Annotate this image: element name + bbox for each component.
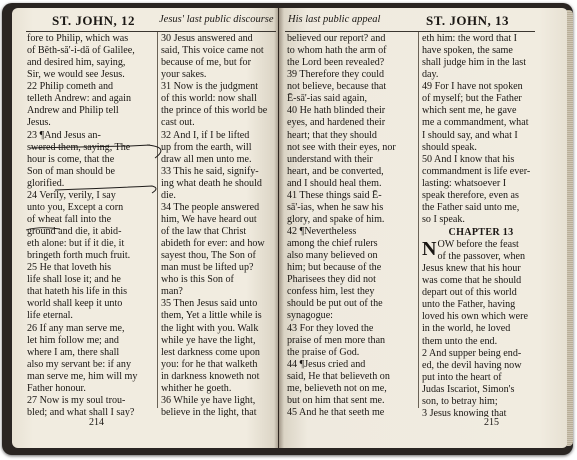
text-line: and I should heal them. bbox=[287, 177, 382, 189]
text-line: your sakes. bbox=[161, 69, 207, 81]
text-line: Ē-sā'-ias said again, bbox=[287, 93, 368, 105]
text-line: commandment is life ever- bbox=[422, 165, 531, 177]
text-line: 39 Therefore they could bbox=[287, 69, 385, 81]
text-line: Jesus knew that his hour bbox=[422, 263, 521, 275]
text-line: them, Yet a little while is bbox=[161, 310, 262, 322]
text-line: man must be lifted up? bbox=[161, 262, 254, 274]
text-line: up from the earth, will bbox=[161, 141, 252, 153]
right-page-number: 215 bbox=[484, 417, 499, 428]
text-line: ing what death he should bbox=[161, 177, 262, 189]
header-rule bbox=[26, 31, 276, 32]
text-line: 30 Jesus answered and bbox=[161, 33, 253, 44]
text-line: world shall keep it unto bbox=[27, 298, 123, 310]
text-line: eth alone: but if it die, it bbox=[27, 238, 125, 250]
text-line: in the world, he loved bbox=[422, 323, 511, 335]
text-line: glory, and spake of him. bbox=[287, 213, 385, 225]
text-line: because of me, but for bbox=[161, 57, 251, 69]
text-line: should be put out of the bbox=[287, 298, 383, 310]
text-line: Father honour. bbox=[27, 382, 86, 394]
drop-cap: N bbox=[422, 238, 437, 260]
right-page-topic: His last public appeal bbox=[288, 14, 381, 25]
text-line: praise of men more than bbox=[287, 334, 386, 346]
text-line: not see with their eyes, nor bbox=[287, 141, 396, 153]
text-line: life eternal. bbox=[27, 310, 73, 322]
text-line: 40 He hath blinded their bbox=[287, 105, 386, 117]
text-line: Judas Iscariot, Simon's bbox=[422, 383, 515, 395]
text-line: 27 Now is my soul trou- bbox=[27, 394, 126, 406]
text-line: also many believed on bbox=[287, 250, 378, 262]
book-gutter bbox=[274, 8, 284, 448]
text-line: Jesus. bbox=[27, 117, 51, 129]
right-column-1 bbox=[287, 33, 416, 417]
column-divider bbox=[418, 32, 419, 408]
text-line: synagogue: bbox=[287, 310, 333, 322]
text-line: ground and die, it abid- bbox=[27, 226, 122, 237]
right-running-head: ST. JOHN, 13 bbox=[426, 13, 510, 28]
text-line: hour is come, that the bbox=[27, 153, 115, 165]
text-line: lest darkness come upon bbox=[161, 346, 260, 358]
text-line: man? bbox=[161, 286, 183, 298]
text-line: day. bbox=[422, 69, 439, 81]
left-column-2 bbox=[161, 33, 275, 417]
text-line: have spoken, the same bbox=[422, 45, 513, 57]
left-page-topic: Jesus' last public discourse bbox=[159, 14, 274, 25]
text-line: lasting: whatsoever I bbox=[422, 177, 507, 189]
text-line: heart, and be converted, bbox=[287, 165, 384, 177]
text-line: son, to betray him; bbox=[422, 395, 498, 407]
text-line: sā'-ias, when he saw his bbox=[287, 201, 384, 213]
text-line: and desired him, saying, bbox=[27, 57, 126, 69]
text-line: understand with their bbox=[287, 153, 373, 165]
text-line: cast out. bbox=[161, 117, 195, 129]
text-line: me, believeth not on me, bbox=[287, 382, 387, 394]
text-line: loved his own which were bbox=[422, 311, 528, 323]
text-line: the Lord been revealed? bbox=[287, 57, 385, 69]
text-line: 45 And he that seeth me bbox=[287, 406, 385, 417]
text-line: depart out of this world bbox=[422, 287, 517, 299]
text-line: of the law that Christ bbox=[161, 226, 247, 237]
text-line: of Bĕth-să'-i-dă of Galilee, bbox=[27, 45, 135, 57]
text-line: ed, the devil having now bbox=[422, 359, 522, 371]
text-line: whither he goeth. bbox=[161, 382, 232, 394]
text-line: 35 Then Jesus said unto bbox=[161, 298, 258, 310]
text-line: believe in the light, that bbox=[161, 406, 257, 417]
text-line: which sent me, he gave bbox=[422, 105, 517, 117]
text-line: the praise of God. bbox=[287, 346, 360, 358]
left-page bbox=[12, 8, 278, 448]
text-line: 36 While ye have light, bbox=[161, 394, 256, 406]
text-line: 49 For I have not spoken bbox=[422, 81, 523, 93]
text-line: eyes, and hardened their bbox=[287, 117, 386, 129]
text-line: said, He that believeth on bbox=[287, 370, 390, 382]
column-divider bbox=[157, 32, 158, 408]
text-line: 41 These things said Ē- bbox=[287, 189, 382, 201]
text-line: 44 ¶Jesus cried and bbox=[287, 358, 366, 370]
header-rule bbox=[285, 31, 535, 32]
text-line: in darkness knoweth not bbox=[161, 370, 260, 382]
text-line: 2 And supper being end- bbox=[422, 347, 522, 359]
text-line: put into the heart of bbox=[422, 371, 502, 383]
text-line: abideth for ever: and how bbox=[161, 238, 265, 250]
text-line: the Father said unto me, bbox=[422, 201, 520, 213]
text-line: of this world: now shall bbox=[161, 93, 257, 105]
text-line: while ye have the light, bbox=[161, 334, 256, 346]
text-line: 43 For they loved the bbox=[287, 322, 374, 334]
text-line: Pharisees they did not bbox=[287, 274, 376, 286]
text-line: glorified. bbox=[27, 177, 65, 189]
text-line: him; but because of the bbox=[287, 262, 382, 274]
text-line: Andrew and Philip tell bbox=[27, 105, 119, 117]
text-line: 42 ¶Nevertheless bbox=[287, 226, 357, 237]
text-line: die. bbox=[161, 189, 176, 201]
text-line: life shall lose it; and he bbox=[27, 274, 121, 286]
text-line: of wheat fall into the bbox=[27, 213, 112, 225]
text-line: 31 Now is the judgment bbox=[161, 81, 259, 93]
text-line: bled; and what shall I say? bbox=[27, 406, 135, 417]
text-line: 3 Jesus knowing that bbox=[422, 407, 507, 417]
text-line: 24 Verily, verily, I say bbox=[27, 189, 116, 201]
text-line: OW before the feast bbox=[437, 239, 519, 250]
text-line: speak therefore, even as bbox=[422, 189, 519, 201]
text-line: man serve me, him will my bbox=[27, 370, 138, 382]
text-line: eth him: the word that I bbox=[422, 33, 518, 44]
text-line: where I am, there shall bbox=[27, 346, 120, 358]
text-line: the light with you. Walk bbox=[161, 322, 259, 334]
text-line: swered them, saying, The bbox=[27, 141, 131, 153]
text-line: that hateth his life in this bbox=[27, 286, 128, 298]
text-line: so I speak. bbox=[422, 213, 465, 225]
text-line: 26 If any man serve me, bbox=[27, 322, 125, 334]
left-running-head: ST. JOHN, 12 bbox=[52, 13, 136, 28]
text-line: 32 And I, if I be lifted bbox=[161, 129, 250, 141]
text-line: of the passover, when bbox=[437, 251, 526, 263]
text-line: unto you, Except a corn bbox=[27, 201, 124, 213]
page-edges bbox=[567, 10, 573, 446]
text-line: fore to Philip, which was bbox=[27, 33, 129, 44]
text-line: 34 The people answered bbox=[161, 201, 260, 213]
text-line: me a commandment, what bbox=[422, 117, 529, 129]
text-line: also my servant be: if any bbox=[27, 358, 131, 370]
text-line: 25 He that loveth his bbox=[27, 262, 112, 274]
text-line: should speak. bbox=[422, 141, 477, 153]
right-column-2 bbox=[422, 33, 540, 417]
text-line: him, We have heard out bbox=[161, 213, 257, 225]
text-line: you: for he that walketh bbox=[161, 358, 258, 370]
text-line: among the chief rulers bbox=[287, 238, 378, 250]
text-line: I should say, and what I bbox=[422, 129, 518, 141]
text-line: believed our report? and bbox=[287, 33, 386, 44]
text-line: 23 ¶And Jesus an- bbox=[27, 129, 101, 141]
text-line: Sir, we would see Jesus. bbox=[27, 69, 125, 81]
text-line: said, This voice came not bbox=[161, 45, 264, 57]
text-line: 33 This he said, signify- bbox=[161, 165, 259, 177]
text-line: heart; that they should bbox=[287, 129, 377, 141]
text-line: draw all men unto me. bbox=[161, 153, 252, 165]
text-line: shall judge him in the last bbox=[422, 57, 527, 69]
left-page-number: 214 bbox=[89, 417, 104, 428]
text-line: 50 And I know that his bbox=[422, 153, 515, 165]
text-line: unto the Father, having bbox=[422, 299, 516, 311]
text-line: not believe, because that bbox=[287, 81, 387, 93]
left-column-1 bbox=[27, 33, 155, 417]
text-line: but on him that sent me. bbox=[287, 394, 385, 406]
chapter-heading: CHAPTER 13 bbox=[448, 227, 514, 238]
text-line: Son of man should be bbox=[27, 165, 116, 177]
text-line: the prince of this world be bbox=[161, 105, 268, 117]
text-line: let him follow me; and bbox=[27, 334, 119, 346]
right-page bbox=[279, 8, 568, 448]
text-line: who is this Son of bbox=[161, 274, 234, 286]
text-line: of myself; but the Father bbox=[422, 93, 522, 105]
text-line: telleth Andrew: and again bbox=[27, 93, 131, 105]
text-line: confess him, lest they bbox=[287, 286, 375, 298]
text-line: was come that he should bbox=[422, 275, 522, 287]
text-line: to whom hath the arm of bbox=[287, 45, 387, 57]
text-line: sayest thou, The Son of bbox=[161, 250, 256, 262]
text-line: 22 Philip cometh and bbox=[27, 81, 114, 93]
text-line: them unto the end. bbox=[422, 335, 498, 347]
text-line: bringeth forth much fruit. bbox=[27, 250, 131, 262]
